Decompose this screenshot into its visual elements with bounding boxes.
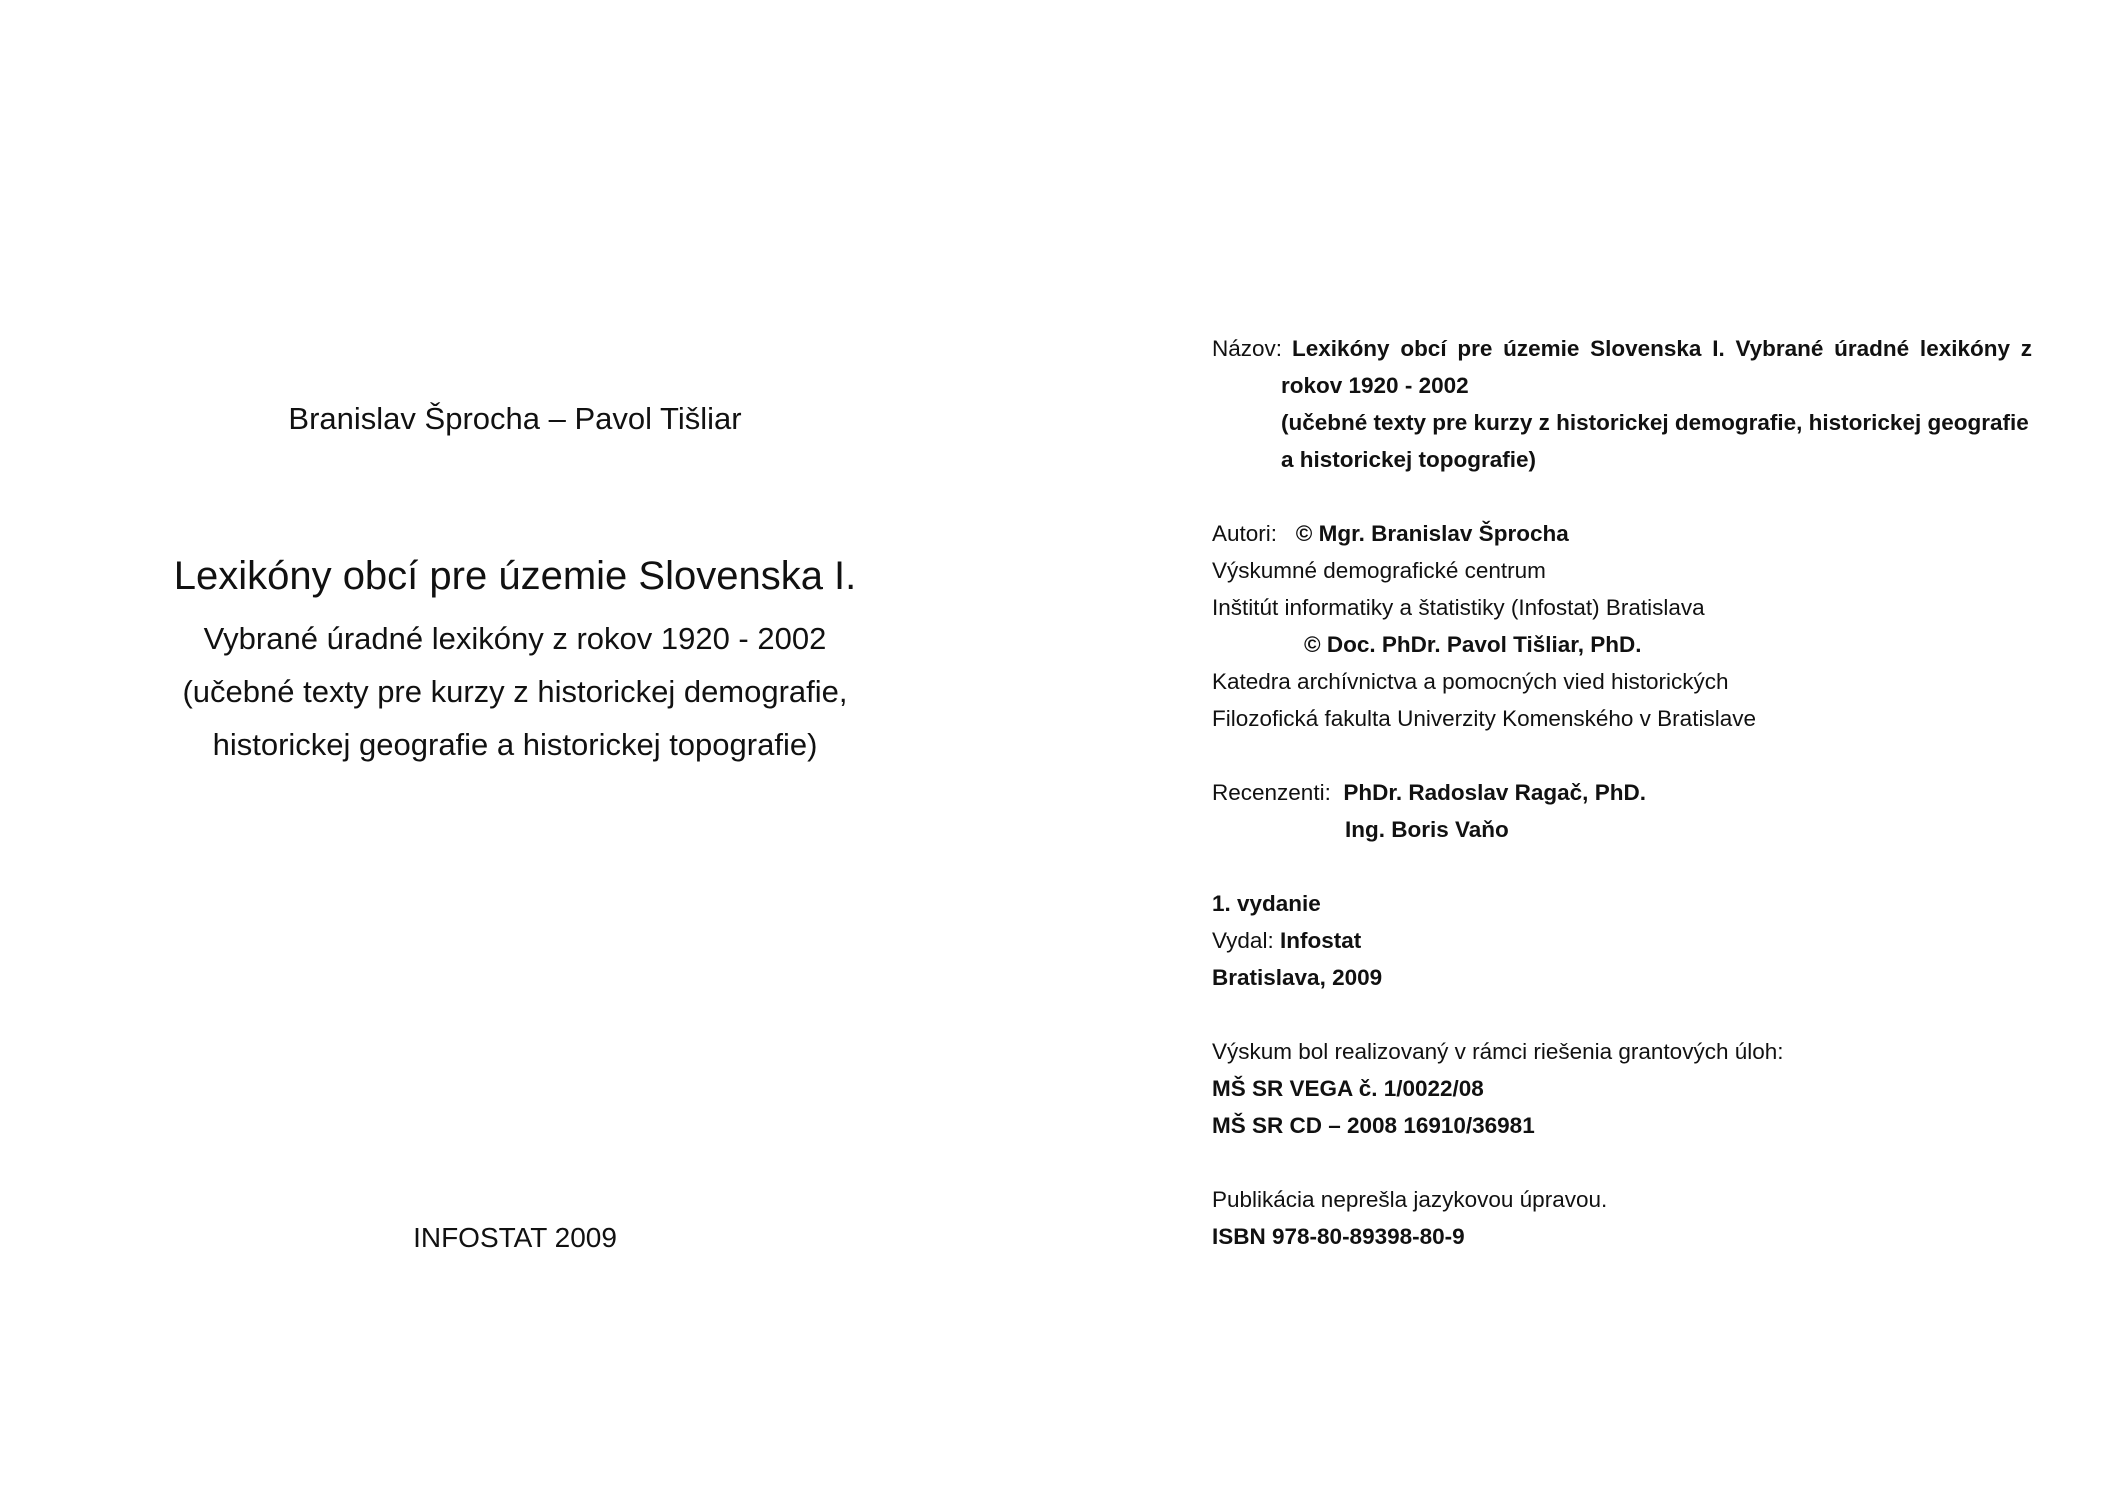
title-value-line2: rokov 1920 - 2002: [1281, 373, 1469, 398]
author1-affiliation: Inštitút informatiky a štatistiky (Infostat) Bratislava: [1212, 595, 1705, 620]
author1-name: © Mgr. Branislav Šprocha: [1295, 521, 1569, 546]
subtitle-line: Vybrané úradné lexikóny z rokov 1920 - 2002: [203, 621, 827, 656]
author1-affiliation: Výskumné demografické centrum: [1212, 558, 1546, 583]
authors-label: Autori:: [1212, 521, 1278, 546]
grant-number: MŠ SR CD – 2008 16910/36981: [1212, 1113, 1535, 1138]
grant-intro: Výskum bol realizovaný v rámci riešenia grantových úloh:: [1212, 1039, 1784, 1064]
subtitle-line: historickej geografie a historickej topografie): [212, 727, 818, 762]
reviewers-label: Recenzenti:: [1212, 780, 1331, 805]
author2-affiliation: Katedra archívnictva a pomocných vied historických: [1212, 669, 1729, 694]
publisher-label: Vydal:: [1212, 928, 1274, 953]
reviewer2-name: Ing. Boris Vaňo: [1345, 817, 1509, 842]
language-note: Publikácia neprešla jazykovou úpravou.: [1212, 1187, 1608, 1212]
title-value-line4: a historickej topografie): [1281, 447, 1537, 472]
imprint-page: [1212, 330, 2032, 1255]
author2-name: © Doc. PhDr. Pavol Tišliar, PhD.: [1304, 632, 1642, 657]
title-label: Názov:: [1212, 336, 1283, 361]
title-page: [0, 0, 1030, 1500]
reviewer1-name: PhDr. Radoslav Ragač, PhD.: [1343, 780, 1646, 805]
grant-number: MŠ SR VEGA č. 1/0022/08: [1212, 1076, 1484, 1101]
author2-affiliation: Filozofická fakulta Univerzity Komenského v Bratislave: [1212, 706, 1756, 731]
authors-entry: [1212, 515, 2032, 552]
title-value-line1: Lexikóny obcí pre územie Slovenska I. Vybrané úradné lexikóny z: [1292, 336, 2032, 361]
isbn: ISBN 978-80-89398-80-9: [1212, 1224, 1465, 1249]
place-year: Bratislava, 2009: [1212, 965, 1383, 990]
publisher-name: Infostat: [1279, 928, 1362, 953]
subtitle-line: (učebné texty pre kurzy z historickej demografie,: [182, 674, 848, 709]
book-subtitle: [0, 612, 1030, 771]
title-value-line3: (učebné texty pre kurzy z historickej demografie, historickej geografie: [1281, 410, 2029, 435]
publisher-year: INFOSTAT 2009: [413, 1222, 617, 1253]
book-title: Lexikóny obcí pre územie Slovenska I.: [173, 554, 857, 598]
author-names: Branislav Šprocha – Pavol Tišliar: [288, 401, 742, 436]
edition: 1. vydanie: [1212, 891, 1321, 916]
title-entry: [1212, 330, 2032, 367]
publisher-entry: [1212, 922, 2032, 959]
reviewers-entry: [1212, 774, 2032, 811]
